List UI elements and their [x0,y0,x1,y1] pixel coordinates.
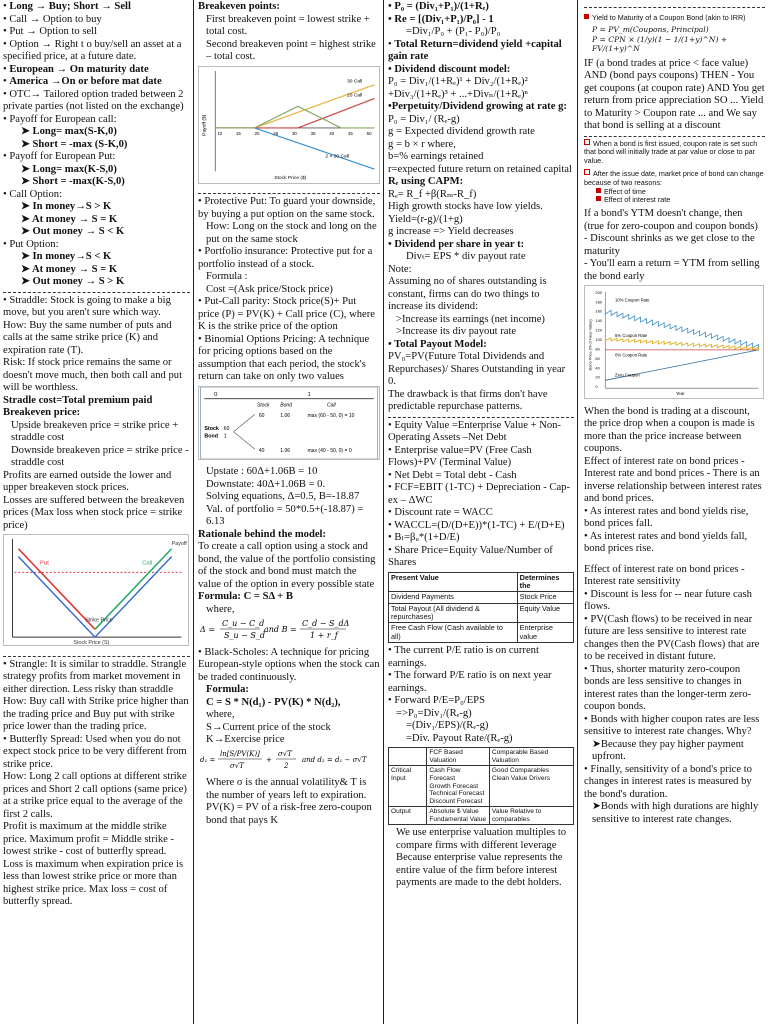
portfolio-value: Val. of portfolio = 50*0.5+(-18.87) = 6.13 [206,503,364,527]
straddle-risk: Risk: If stock price remains the same or doesn't move much, then both call and put will be worthless. [3,357,183,393]
y-tick-label: 140 [595,318,602,324]
note-label: Note: [388,263,412,275]
divider [3,656,190,657]
put-label: Put [40,560,49,567]
put-out-money: ➤ Out money → S > K [21,276,125,287]
h-call: Call [326,401,336,408]
bond-label: Bond [204,433,219,440]
call-at-money: ➤ At money → S = K [21,213,118,225]
wacc-formula: • WACCL=(D/(D+E))*(1-TC) + E/(D+E) [388,519,565,531]
x-axis-label: Year [675,391,685,397]
svg-text:and B =: and B = [264,625,297,634]
c1-label: 10% Coupon Rate [615,297,650,303]
first-issued-note: When a bond is first issued, coupon rate is set such that bond will initially trade at par value or close to par value. [584,138,758,166]
fcf-formula: • FCF=EBIT (1-TC) + Depreciation - Cap-ex – ΔWC [388,482,570,506]
divider [584,136,765,137]
pe-forward: • The forward P/E ratio is on next year earnings. [388,670,552,694]
cell-o1: Absolute $ Value Fundamental Value [427,807,489,825]
bs-formula: C = S * N(d₁) - PV(K) * N(d₂), [206,696,341,708]
c2-label: 5% Coupon Rate [615,333,648,339]
y-tick-labels [595,290,602,389]
put-at-money: ➤ At money → S = K [21,263,118,275]
divider [3,292,190,293]
drawback: The drawback is that firms don't have predictable repurchase patterns. [388,388,548,412]
enterprise-value: • Enterprise value=PV (Free Cash Flows)+PV (Terminal Value) [388,444,532,468]
sens-2: • PV(Cash flows) to be received in near future are less sensitive to interest rate changes then the PV(Cash flows) that are to be received in distant future. [584,613,760,663]
payoff-call-long: ➤ Long= max(S-K,0) [21,126,117,137]
straddle-how: How: Buy the same number of puts and calls at the same strike price (K) and expiration rate (T). [3,319,172,356]
x-tick-label: 10 [217,130,223,136]
first-breakeven: First breakeven point = lowest strike + total cost. [206,13,370,37]
high-growth: High growth stocks have low yields. [388,201,543,212]
sens-4: • Bonds with higher coupon rates are less sensitive to interest rate changes. Why? [584,713,760,738]
svg-text:σ√T: σ√T [230,761,244,770]
ytm-formula-1: P = PV_m(Coupons, Principal) [592,24,709,34]
call-option-title: • Call Option: [3,188,63,200]
payoff-call-title: • Payoff for European call: [3,113,117,125]
table-row [389,592,574,603]
straddle-text: • Straddle: Stock is going to make a big move, but you aren't sure which way. [3,294,171,318]
stock-label: Stock [204,425,219,432]
svg-text:ln[S/PV(K)]: ln[S/PV(K)] [220,749,260,758]
breakeven-title: Breakeven price: [3,407,81,418]
x-tick-labels [217,130,372,135]
sigma-text: Where σ is the annual volatility& T is the number of years left to expiration. [206,777,367,801]
binomial-pricing: • Binomial Options Pricing: A technique for pricing options based on the assumption that each period, the stock's return can take on only two values [198,333,370,382]
straddle-cost: Stradle cost=Total premium paid [3,394,153,406]
column-options [0,0,194,1024]
put-in-money: ➤ In money→S < K [21,251,112,262]
butterfly-text: • Butterfly Spread: Used when you do not expect stock price to be very different from strike price. [3,733,187,770]
share-price: • Share Price=Equity Value/Number of Shares [388,544,553,568]
equity-value: • Equity Value =Enterprise Value + Non-Operating Assets –Net Debt [388,419,561,443]
bs-formula-label: Formula: [206,684,249,695]
table-row [389,623,574,643]
earn-ytm: - You'll earn a return = YTM from selling the bond early [584,258,760,282]
capm-title: Rₑ using CAPM: [388,176,464,187]
y-tick-label: 60 [595,355,600,361]
dps-formula: Divₜ= EPS * div payout rate [406,251,526,262]
upstate-eq: Upstate : 60Δ+1.06B = 10 [206,466,318,477]
option-def: • Option → Right t o buy/sell an asset at a specified price, at a future date. [3,38,182,62]
long-short-line: • Long → Buy; Short → Sell [3,1,131,12]
downside-breakeven: Downside breakeven price = strike price - straddle cost [11,444,189,468]
t0: 0 [214,391,218,398]
row-critical: Critical Input [389,766,427,807]
strangle-how: How: Buy call with Strike price higher than the trading price and Buy put with strike price lower than the trading price. [3,696,189,732]
ytm-formula-2: P = CPN × (1/y)(1 − 1/(1+y)^N) + FV/(1+y)^N [592,34,728,53]
y-tick-label: 120 [595,327,602,333]
svg-text:2: 2 [284,761,289,770]
table-cell: Present Value [389,572,518,592]
profit-max: Profit is maximum at the middle strike price. Maximum profit = Middle strike - lowest strike - cost of butterfly spread. [3,821,175,857]
discount-price-drop: When the bond is trading at a discount, the price drop when a coupon is made is more than the price increase between coupons. [584,405,755,455]
forward-pe-3: =(Div₁/EPS)/(Rₑ-g) [406,720,489,732]
put-option-title: • Put Option: [3,238,59,250]
call-label: Call [142,560,153,567]
h-bond: Bond [280,401,293,408]
cell-ci1: Cash Flow Forecast Growth Forecast Technical Forecast Discount Forecast [427,766,489,807]
column-valuation [385,0,578,1024]
up-bond: 1.06 [280,412,291,419]
th-fcf: FCF Based Valuation [427,748,489,766]
discount-explanation: IF (a bond trades at price < face value) AND (bond pays coupons) THEN - You get coupons (at coupon rate) AND You get return from price appreciation SO ... Yield to Maturity > Coupon rate ... and We say that bond is selling at a discount [584,57,765,132]
european-line: • European → On maturity date [3,63,149,75]
y-tick-label: 80 [595,346,600,352]
ev-multiples-note: We use enterprise valuation multiples to compare firms with different leverage Because enterprise value represents the entire value of the firm before interest payments are made to the debt holders. [396,827,567,889]
svg-text:and d₂ = d₁ − σ√T: and d₂ = d₁ − σ√T [302,755,367,764]
l1: 30 Call [347,79,363,85]
bond-price-chart [584,285,764,399]
payoff-line-right [95,557,172,638]
strangle-text: • Strangle: It is similar to straddle. Strangle strategy profits from market movement in either direction. Less risky than straddle [3,658,187,695]
straddle-payoff-chart [3,534,189,646]
yield-formula: Yield=(r-g)/(1+g) [388,213,463,225]
th-comp: Comparable Based Valuation [489,748,573,766]
call-20-line [215,84,374,127]
svg-text:+: + [266,755,272,764]
portfolio-insurance: • Portfolio insurance: Protective put for a portfolio instead of a stock. [198,246,373,270]
payoff-put-long: ➤ Long= max(K-S,0) [21,163,117,175]
bs-where: where, [206,709,235,720]
r-def: r=expected future return on retained capital [388,163,572,175]
profits-text: Profits are earned outside the lower and upper breakeven stock prices. [3,469,172,493]
portfolio-cost: Cost =(Ask price/Stock price) [206,283,333,295]
h-stock: Stock [256,401,270,408]
row-output: Output [389,807,427,825]
pvk-text: PV(K) = PV of a risk-free zero-coupon bond that pays K [206,802,372,826]
sensitivity-title: Effect of interest rate on bond prices - Interest rate sensitivity [584,563,745,588]
pe-current: • The current P/E ratio is on current earnings. [388,645,539,669]
y-tick-label: 40 [595,365,600,371]
formula-csb: Formula: C = SΔ + B [198,591,293,602]
cell-ci2: Good Comparables Clean Value Drivers [489,766,573,807]
after-issue-note: After the issue date, market price of bond can change because of two reasons: [584,168,764,187]
divider [198,193,380,194]
total-return: • Total Return=dividend yield +capital gain rate [388,38,562,62]
butterfly-payoff-chart [198,66,380,184]
forward-pe: • Forward P/E=P₀/EPS [388,695,485,707]
divider [388,417,574,418]
y-tick-label: 20 [595,374,600,380]
y-tick-label: 100 [595,337,602,343]
binomial-tree-figure [198,386,380,460]
call-in-money: ➤ In money→S > K [21,201,112,212]
increase-payout: >Increase its div payout rate [396,326,517,337]
formula-label: Formula : [206,271,248,282]
butterfly-line [215,106,374,128]
g-eq: g = b × r where, [388,138,456,150]
x-tick-label: 30 [291,130,297,136]
g-increase: g increase => Yield decreases [388,226,514,237]
up-call: max (60 - 50, 0) = 10 [307,412,355,419]
d1-d2-formula [198,747,380,773]
note-body: Assuming no of shares outstanding is constant, firms can do two things to increase its dividend: [388,276,547,312]
protective-put-how: How: Long on the stock and long on the put on the same stock [206,221,377,245]
y-tick-label: 180 [595,299,602,305]
put-line: • Put → Option to sell [3,26,98,37]
table-header-row [389,572,574,592]
b0: 1 [223,433,227,440]
table-cell: Equity Value [517,603,573,623]
black-scholes: • Black-Scholes: A technique for pricing European-style options when the stock can be traded continuously. [198,646,380,683]
svg-text:1 + r_f: 1 + r_f [310,631,338,640]
inverse-relationship: Effect of interest rate on bond prices - Interest rate and bond prices - There is an inverse relationship between interest rates and bond prices. [584,455,762,505]
y-tick-label: 200 [595,289,602,295]
ytm-unchanged: If a bond's YTM doesn't change, then (true for zero-coupon and coupon bonds) [584,208,758,232]
svg-text:σ√T: σ√T [278,749,292,758]
effect-of-interest: Effect of interest rate [584,196,765,205]
table-cell: Dividend Payments [389,592,518,603]
t1: 1 [307,391,311,398]
where-label: where, [206,603,235,615]
sens-4a: ➤Because they pay higher payment upfront. [592,738,744,763]
l3: 2 × 20 Call [325,153,349,159]
call-out-money: ➤ Out money → S < K [21,226,125,237]
perp-formula: P₀ = Div₁/ (Rₑ-g) [388,113,460,125]
payoff-put-title: • Payoff for European Put: [3,151,116,162]
column-bonds [579,0,768,1024]
g-def: g = Expected dividend growth rate [388,126,535,137]
sens-5a: ➤Bonds with high durations are highly sensitive to interest rate changes. [592,801,759,825]
s0: 60 [223,425,230,432]
up-stock: 60 [258,412,265,419]
forward-pe-2: =>P₀=Div₁/(Rₑ-g) [396,707,472,719]
x-tick-label: 40 [329,130,335,136]
payoff-line-left [18,557,95,638]
y-axis-label: Bond Price (% of Face Value) [587,319,593,371]
loss-max: Loss is maximum when expiration price is less than lowest strike price or more than highest strike price. Max loss = cost of butterfly spread. [3,858,184,907]
down-bond: 1.06 [280,447,291,454]
svg-text:C_u − C_d: C_u − C_d [222,619,265,628]
delta-b-formula [198,616,380,642]
y-tick-label: 160 [595,308,602,314]
cell-o2: Value Relative to comparables [489,807,573,825]
put-call-parity: • Put-Call parity: Stock price(S)+ Put price (P) = PV(K) + Call price (C), where K is the strike price of the option [198,296,375,332]
table-cell: Total Payout (All dividend & repurchases) [389,603,518,623]
ddm-formula: P₀ = Div₁/(1+Rₑ)¹ + Div₂/(1+Rₑ)² +Div₃/(1+Rₑ)³ + ...+Divₙ/(1+Rₑ)ⁿ [388,76,528,100]
svg-text:Δ =: Δ = [200,625,216,634]
ytm-title: Yield to Maturity of a Coupon Bond (akin to IRR) [584,14,765,23]
put-line [18,549,95,630]
c4-label: Zero Coupon [615,372,640,378]
pv-determines-table [388,572,574,644]
x-tick-label: 50 [366,130,372,136]
svg-text:S_u − S_d: S_u − S_d [224,631,266,640]
forward-pe-4: =Div. Payout Rate/(Rₑ-g) [406,732,513,744]
sens-1: • Discount is less for -- near future cash flows. [584,588,752,613]
rates-rise: • As interest rates and bond yields rise, bond prices fall. [584,505,749,530]
y-axis-label: Payoff ($) [202,114,208,136]
down-call: max (40 - 50, 0) = 0 [307,447,352,454]
down-stock: 40 [258,447,265,454]
otc-line: • OTC→ Tailored option traded between 2 private parties (not listed on the exchange) [3,88,184,112]
sens-3: • Thus, shorter maturity zero-coupon bonds are less sensitive to changes in interest rates than the longer-term zero-coupon bonds. [584,663,752,713]
capm-formula: Rₑ= R_f +β(Rₘ-R_f) [388,188,477,200]
protective-put: • Protective Put: To guard your downside, by buying a put option on the same stock. [198,196,376,220]
tpm-title: • Total Payout Model: [388,338,487,350]
svg-text:d₁ =: d₁ = [200,755,216,764]
discount-rate: • Discount rate = WACC [388,507,493,518]
second-breakeven: Second breakeven point = highest strike – total cost. [206,38,376,62]
call-line: • Call → Option to buy [3,13,102,25]
x-tick-label: 45 [347,130,353,136]
effect-of-time: Effect of time [584,188,765,197]
bs-s: S→Current price of the stock [206,721,331,733]
re-formula: • Re = [(Div₁+P₁)/P₀] - 1 [388,13,494,25]
x-axis-label: Stock Price ($) [274,175,307,181]
c3-label: 0% Coupon Rate [615,352,648,358]
b-def: b=% earnings retained [388,151,484,162]
discount-shrinks: - Discount shrinks as we get close to the maturity [584,233,755,257]
table-cell: Enterprise value [517,623,573,643]
net-debt: • Net Debt = Total debt - Cash [388,469,517,481]
bs-k: K→Exercise price [206,734,285,745]
butterfly-how: How: Long 2 call options at different strike prices and Short 2 call options (same price) at a strike price equal to the average of the first 2 calls. [3,771,187,820]
x-tick-label: 20 [254,130,260,136]
table-row [389,603,574,623]
upside-breakeven: Upside breakeven price = strike price + straddle cost [11,419,179,443]
x-axis-label: Stock Price (S) [73,640,110,646]
rationale-title: Rationale behind the model: [198,528,327,540]
l2: 20 Call [347,92,363,98]
table-cell: Free Cash Flow (Cash available to all) [389,623,518,643]
payoff-label: Payoff [171,540,187,547]
divider [584,7,765,8]
america-line: • America →On or before mat date [3,76,162,87]
re-formula-2: =Div₁/P₀ + (P₁- P₀)/P₀ [406,26,501,37]
breakeven-points-title: Breakeven points: [198,1,280,12]
svg-text:C_d − S_dΔ: C_d − S_dΔ [302,619,350,628]
x-tick-label: 15 [235,130,241,136]
column-option-pricing [195,0,384,1024]
x-tick-label: 35 [310,130,316,136]
perpetuity-title: •Perpetuity/Dividend growing at rate g: [388,101,567,112]
payoff-put-short: ➤ Short = -max(K-S,0) [21,176,125,187]
increase-earnings: >Increase its earnings (net income) [396,313,545,325]
downstate-eq: Downstate: 40Δ+1.06B = 0. [206,478,326,490]
rationale-text: To create a call option using a stock and bond, the value of the portfolio consisting of the stock and bond must match the value of the option in every possible state [198,541,376,590]
ddm-title: • Dividend discount model: [388,63,511,75]
p0-formula: • P₀ = (Div₁+P₁)/(1+Rₑ) [388,1,489,12]
payoff-call-short: ➤ Short = -max (S-K,0) [21,138,128,150]
rates-fall: • As interest rates and bond yields fall, bond prices rise. [584,530,748,555]
y-tick-label: 0 [595,384,598,390]
bl-formula: • Bₗ=βᵤ*(1+D/E) [388,532,460,543]
table-cell: Determines the [517,572,573,592]
tpm-formula: PV₀=PV(Future Total Dividends and Repurchases)/ Shares Outstanding in year 0. [388,351,566,387]
sens-5: • Finally, sensitivity of a bond's price to changes in interest rates is measured by the bond's duration. [584,763,752,800]
dps-title: • Dividend per share in year t: [388,238,525,250]
losses-text: Losses are suffered between the breakeven prices (Max loss when stock price = strike price) [3,494,185,531]
x-tick-label: 25 [273,130,279,136]
table-cell: Stock Price [517,592,573,603]
strike-label: Strike Price [85,617,113,624]
valuation-compare-table [388,747,574,825]
solving-eq: Solving equations, Δ=0.5, B=-18.87 [206,491,360,502]
